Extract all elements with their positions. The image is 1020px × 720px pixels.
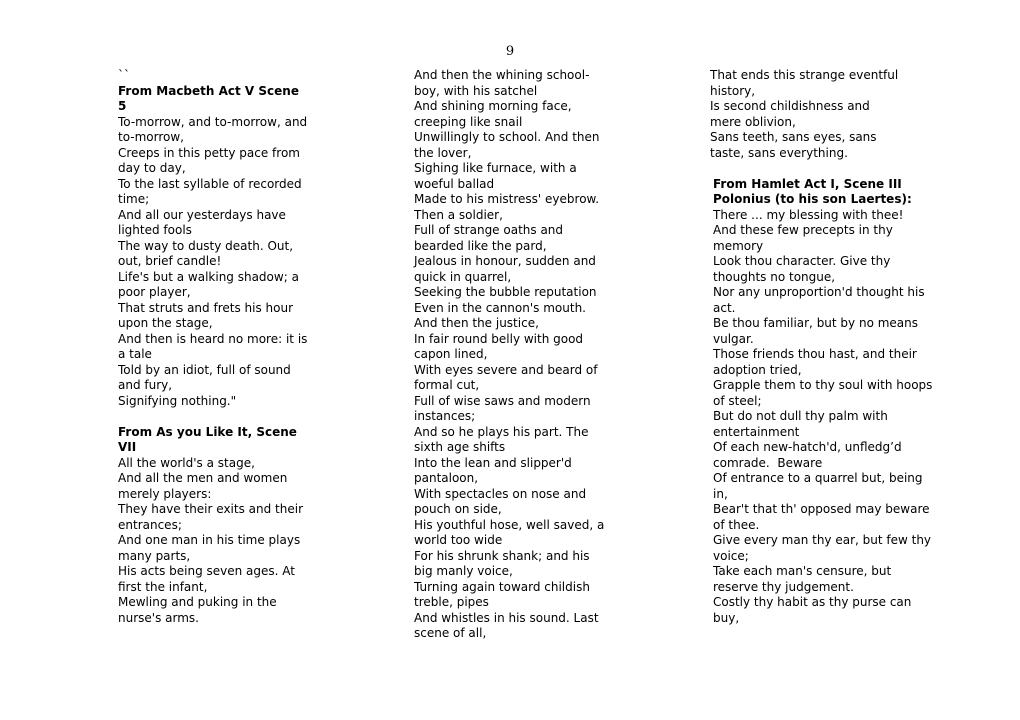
macbeth-title-line: 5 bbox=[118, 99, 127, 113]
verse-line: memory bbox=[713, 238, 764, 253]
verse-line: time; bbox=[118, 192, 150, 206]
verse-line: the lover, bbox=[414, 145, 472, 160]
verse-line: And shining morning face, bbox=[414, 99, 572, 113]
stray-mark: `` bbox=[118, 68, 130, 82]
verse-line: Made to his mistress' eyebrow. bbox=[414, 192, 600, 206]
verse-line: capon lined, bbox=[414, 347, 488, 361]
verse-line: Jealous in honour, sudden and bbox=[414, 254, 596, 268]
asyoulike-verse-end bbox=[710, 68, 950, 161]
verse-line: thoughts no tongue, bbox=[713, 269, 836, 284]
verse-line: world too wide bbox=[414, 533, 503, 547]
verse-line: nurse's arms. bbox=[118, 610, 199, 625]
verse-line: Unwillingly to school. And then bbox=[414, 130, 600, 144]
verse-line: The way to dusty death. Out, bbox=[118, 238, 294, 253]
verse-line: And whistles in his sound. Last bbox=[414, 610, 599, 625]
verse-line: With eyes severe and beard of bbox=[414, 362, 598, 377]
verse-line: upon the stage, bbox=[118, 316, 213, 330]
hamlet-title-line: From Hamlet Act I, Scene III bbox=[713, 176, 902, 191]
asyoulike-verse bbox=[118, 456, 358, 627]
verse-line: But do not dull thy palm with bbox=[713, 409, 888, 423]
verse-line: And so he plays his part. The bbox=[414, 424, 589, 439]
column-right bbox=[710, 68, 950, 626]
verse-line: Grapple them to thy soul with hoops bbox=[713, 378, 933, 392]
column-middle bbox=[414, 68, 654, 642]
verse-line: taste, sans everything. bbox=[710, 145, 848, 160]
asyoulike-title-line: From As you Like It, Scene bbox=[118, 424, 297, 439]
verse-line: first the infant, bbox=[118, 579, 208, 594]
verse-line: Nor any unproportion'd thought his bbox=[713, 285, 925, 299]
verse-line: adoption tried, bbox=[713, 362, 802, 377]
verse-line: big manly voice, bbox=[414, 564, 513, 578]
page-number: 9 bbox=[505, 44, 515, 59]
hamlet-title bbox=[710, 177, 950, 208]
verse-line: There ... my blessing with thee! bbox=[713, 207, 904, 222]
verse-line: To-morrow, and to-morrow, and bbox=[118, 114, 308, 129]
verse-line: scene of all, bbox=[414, 626, 487, 640]
verse-line: Give every man thy ear, but few thy bbox=[713, 533, 932, 547]
verse-line: Of entrance to a quarrel but, being bbox=[713, 471, 923, 485]
hamlet-verse bbox=[710, 208, 950, 627]
verse-line: bearded like the pard, bbox=[414, 238, 547, 253]
verse-line: Sighing like furnace, with a bbox=[414, 161, 577, 175]
verse-line: boy, with his satchel bbox=[414, 83, 538, 98]
verse-line: Told by an idiot, full of sound bbox=[118, 362, 291, 377]
verse-line: All the world's a stage, bbox=[118, 455, 255, 470]
verse-line: a tale bbox=[118, 347, 152, 361]
verse-line: Mewling and puking in the bbox=[118, 595, 277, 609]
spacer bbox=[710, 161, 950, 177]
verse-line: of thee. bbox=[713, 517, 760, 532]
verse-line: To the last syllable of recorded bbox=[118, 176, 302, 191]
verse-line: pouch on side, bbox=[414, 502, 502, 516]
verse-line: voice; bbox=[713, 548, 749, 563]
macbeth-title-line: From Macbeth Act V Scene bbox=[118, 83, 299, 98]
verse-line: Creeps in this petty pace from bbox=[118, 145, 300, 160]
verse-line: entrances; bbox=[118, 517, 182, 532]
verse-line: of steel; bbox=[713, 393, 762, 408]
verse-line: Turning again toward childish bbox=[414, 579, 590, 594]
spacer bbox=[118, 409, 358, 425]
verse-line: And these few precepts in thy bbox=[713, 223, 893, 237]
verse-line: And all the men and women bbox=[118, 471, 288, 485]
verse-line: They have their exits and their bbox=[118, 502, 303, 516]
verse-line: And all our yesterdays have bbox=[118, 207, 286, 222]
verse-line: vulgar. bbox=[713, 331, 754, 346]
asyoulike-verse-continued bbox=[414, 68, 654, 642]
verse-line: Signifying nothing." bbox=[118, 393, 237, 408]
hamlet-title-line: Polonius (to his son Laertes): bbox=[713, 192, 912, 206]
verse-line: His acts being seven ages. At bbox=[118, 564, 295, 578]
verse-line: history, bbox=[710, 83, 756, 98]
macbeth-verse bbox=[118, 115, 358, 410]
verse-line: And one man in his time plays bbox=[118, 533, 301, 547]
verse-line: In fair round belly with good bbox=[414, 331, 584, 346]
verse-line: Even in the cannon's mouth. bbox=[414, 300, 586, 315]
verse-line: entertainment bbox=[713, 424, 800, 439]
verse-line: Then a soldier, bbox=[414, 207, 503, 222]
verse-line: comrade. Beware bbox=[713, 455, 823, 470]
verse-line: poor player, bbox=[118, 285, 191, 299]
verse-line: For his shrunk shank; and his bbox=[414, 548, 590, 563]
verse-line: With spectacles on nose and bbox=[414, 486, 587, 501]
verse-line: buy, bbox=[713, 610, 740, 625]
verse-line: Full of wise saws and modern bbox=[414, 393, 591, 408]
verse-line: woeful ballad bbox=[414, 176, 495, 191]
verse-line: Into the lean and slipper'd bbox=[414, 455, 572, 470]
verse-line: That ends this strange eventful bbox=[710, 68, 899, 82]
verse-line: Seeking the bubble reputation bbox=[414, 285, 597, 299]
verse-line: to-morrow, bbox=[118, 130, 184, 144]
verse-line: lighted fools bbox=[118, 223, 192, 237]
verse-line: out, brief candle! bbox=[118, 254, 222, 268]
verse-line: act. bbox=[713, 300, 736, 315]
macbeth-title bbox=[118, 84, 358, 115]
verse-line: Bear't that th' opposed may beware bbox=[713, 502, 930, 516]
verse-line: His youthful hose, well saved, a bbox=[414, 517, 605, 532]
verse-line: That struts and frets his hour bbox=[118, 300, 294, 315]
verse-line: Full of strange oaths and bbox=[414, 223, 564, 237]
verse-line: many parts, bbox=[118, 548, 191, 563]
verse-line: mere oblivion, bbox=[710, 114, 796, 129]
verse-line: reserve thy judgement. bbox=[713, 579, 854, 594]
verse-line: quick in quarrel, bbox=[414, 269, 512, 284]
verse-line: Costly thy habit as thy purse can bbox=[713, 595, 912, 609]
verse-line: Sans teeth, sans eyes, sans bbox=[710, 130, 877, 144]
verse-line: Is second childishness and bbox=[710, 99, 870, 113]
verse-line: Take each man's censure, but bbox=[713, 564, 892, 578]
verse-line: And then the whining school- bbox=[414, 68, 590, 82]
verse-line: formal cut, bbox=[414, 378, 480, 392]
verse-line: And then the justice, bbox=[414, 316, 539, 330]
verse-line: day to day, bbox=[118, 161, 186, 175]
asyoulike-title-line: VII bbox=[118, 440, 137, 454]
column-left bbox=[118, 68, 358, 626]
verse-line: Those friends thou hast, and their bbox=[713, 347, 917, 361]
verse-line: Life's but a walking shadow; a bbox=[118, 269, 299, 284]
verse-line: pantaloon, bbox=[414, 471, 479, 485]
verse-line: merely players: bbox=[118, 486, 212, 501]
verse-line: creeping like snail bbox=[414, 114, 523, 129]
verse-line: treble, pipes bbox=[414, 595, 489, 609]
verse-line: instances; bbox=[414, 409, 476, 423]
asyoulike-title bbox=[118, 425, 358, 456]
verse-line: in, bbox=[713, 486, 728, 501]
verse-line: Be thou familiar, but by no means bbox=[713, 316, 919, 330]
verse-line: sixth age shifts bbox=[414, 440, 506, 454]
verse-line: Of each new-hatch'd, unfledg’d bbox=[713, 440, 902, 454]
verse-line: Look thou character. Give thy bbox=[713, 254, 891, 268]
verse-line: And then is heard no more: it is bbox=[118, 331, 308, 346]
verse-line: and fury, bbox=[118, 378, 173, 392]
